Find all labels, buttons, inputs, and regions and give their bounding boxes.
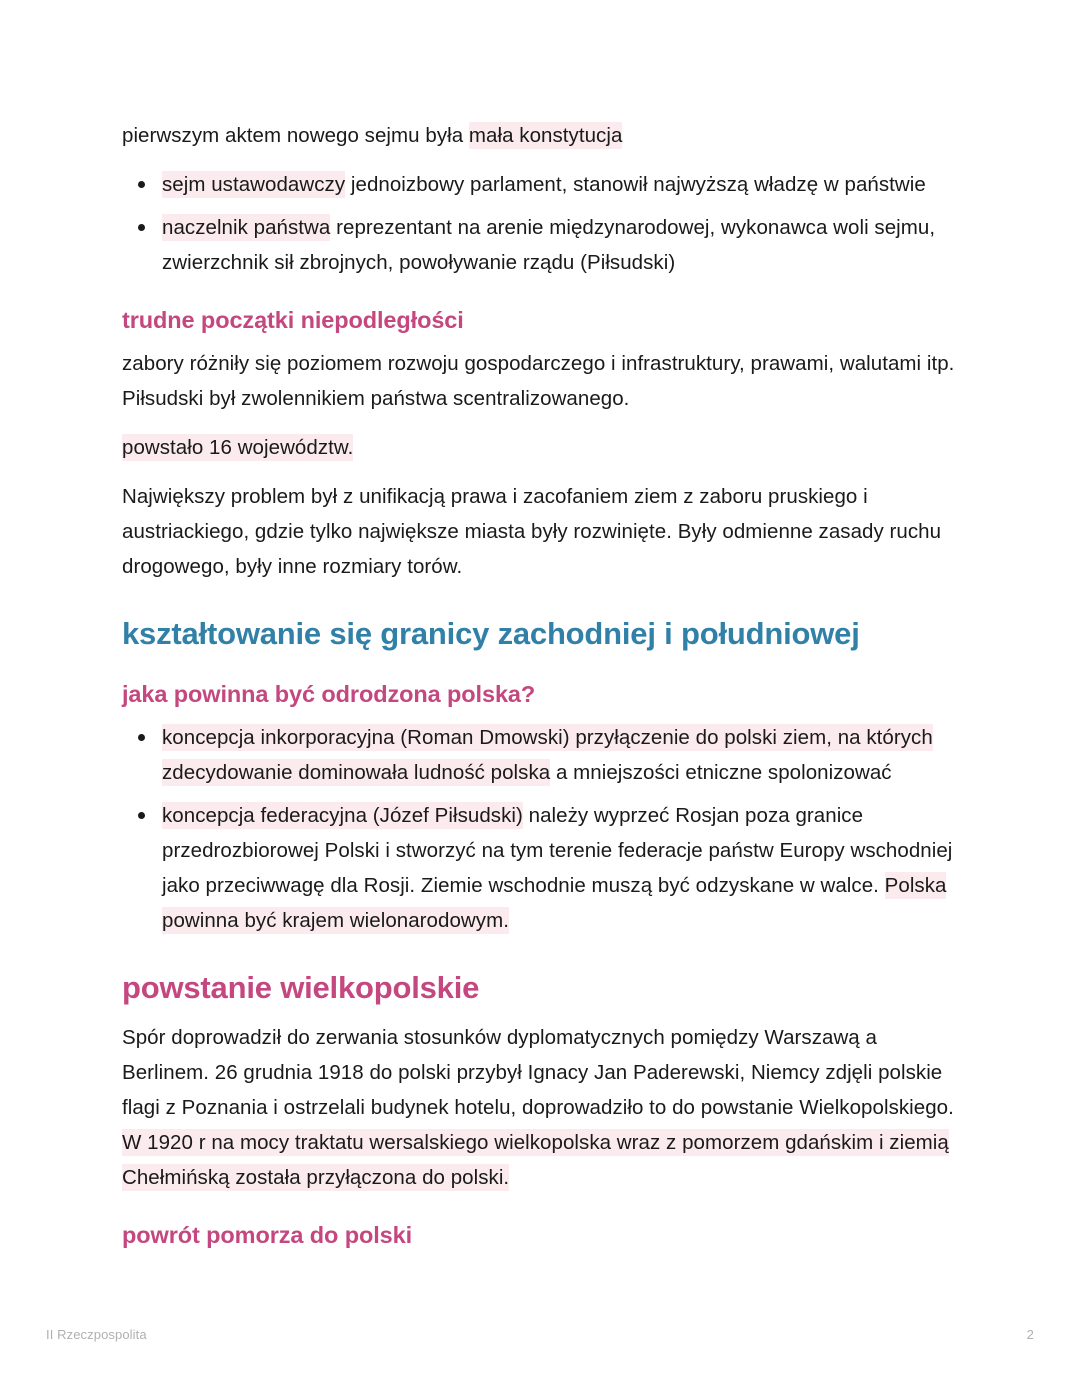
list-item [122,167,958,202]
text-plain: a mniejszości etniczne spolonizować [550,761,892,784]
bullet-dot-icon [138,734,145,741]
text-plain: reprezentant na arenie międzynarodowej, wykonawca woli sejmu, zwierzchnik sił zbrojnych, powoływanie rządu (Piłsudski) [162,216,936,274]
heading-jaka-polska: jaka powinna być odrodzona polska? [122,681,536,707]
heading-ksztaltowanie-granicy: kształtowanie się granicy zachodniej i południowej [122,616,860,651]
paragraph-najwiekszy-problem: Największy problem był z unifikacją prawa i zacofaniem ziem z zaboru pruskiego i austriackiego, gdzie tylko największe miasta były rozwinięte. Były odmienne zasady ruchu drogowego, były inne rozmiary torów. [122,485,942,578]
heading-powstanie-wielkopolskie: powstanie wielkopolskie [122,970,480,1005]
list-item [122,798,958,938]
paragraph-wojewodztwa [122,430,958,465]
list-item [122,720,958,790]
page-footer [46,1323,1034,1345]
text-plain: Spór doprowadził do zerwania stosunków dyplomatycznych pomiędzy Warszawą a Berlinem. 26 grudnia 1918 do polski przybył Ignacy Jan Paderewski, Niemcy zdjęli polskie flagi z Poznania i ostrzelali budynek hotelu, doprowadziło to do powstanie Wielkopolskiego. [122,1026,954,1119]
highlighted-text: koncepcja federacyjna (Józef Piłsudski) [162,804,523,827]
list-item [122,210,958,280]
paragraph-zabory: zabory różniły się poziomem rozwoju gospodarczego i infrastruktury, prawami, walutami itp. Piłsudski był zwolennikiem państwa scentralizowanego. [122,352,955,410]
bullet-dot-icon [138,224,145,231]
footer-document-title: II Rzeczpospolita [46,1326,147,1342]
highlighted-text: koncepcja inkorporacyjna (Roman Dmowski) przyłączenie do polski ziem, na których zdecydowanie dominowała ludność polska [162,726,933,784]
paragraph-spor [122,1020,958,1195]
highlighted-text: sejm ustawodawczy [162,173,346,196]
paragraph-pierwszy-akt [122,118,958,153]
text-plain: jednoizbowy parlament, stanowił najwyższą władzę w państwie [345,173,926,196]
highlighted-text: naczelnik państwa [162,216,331,239]
highlighted-text: Polska powinna być krajem wielonarodowym. [162,874,947,932]
bullet-dot-icon [138,812,145,819]
document-content [122,118,958,1261]
highlighted-text: W 1920 r na mocy traktatu wersalskiego wielkopolska wraz z pomorzem gdańskim i ziemią Chełmińską została przyłączona do polski. [122,1131,949,1189]
highlighted-text: powstało 16 województw. [122,436,354,459]
text-plain: pierwszym aktem nowego sejmu była [122,124,469,147]
heading-trudne-poczatki: trudne początki niepodległości [122,307,464,333]
bullet-list-koncepcje [122,720,958,938]
bullet-list-sejm [122,167,958,280]
text-plain: należy wyprzeć Rosjan poza granice przedrozbiorowej Polski i stworzyć na tym terenie federacje państw Europy wschodniej jako przeciwwagę dla Rosji. Ziemie wschodnie muszą być odzyskane w walce. [162,804,953,897]
footer-page-number: 2 [1026,1326,1034,1342]
bullet-dot-icon [138,181,145,188]
highlighted-text: mała konstytucja [468,124,623,147]
heading-powrot-pomorza: powrót pomorza do polski [122,1222,413,1248]
